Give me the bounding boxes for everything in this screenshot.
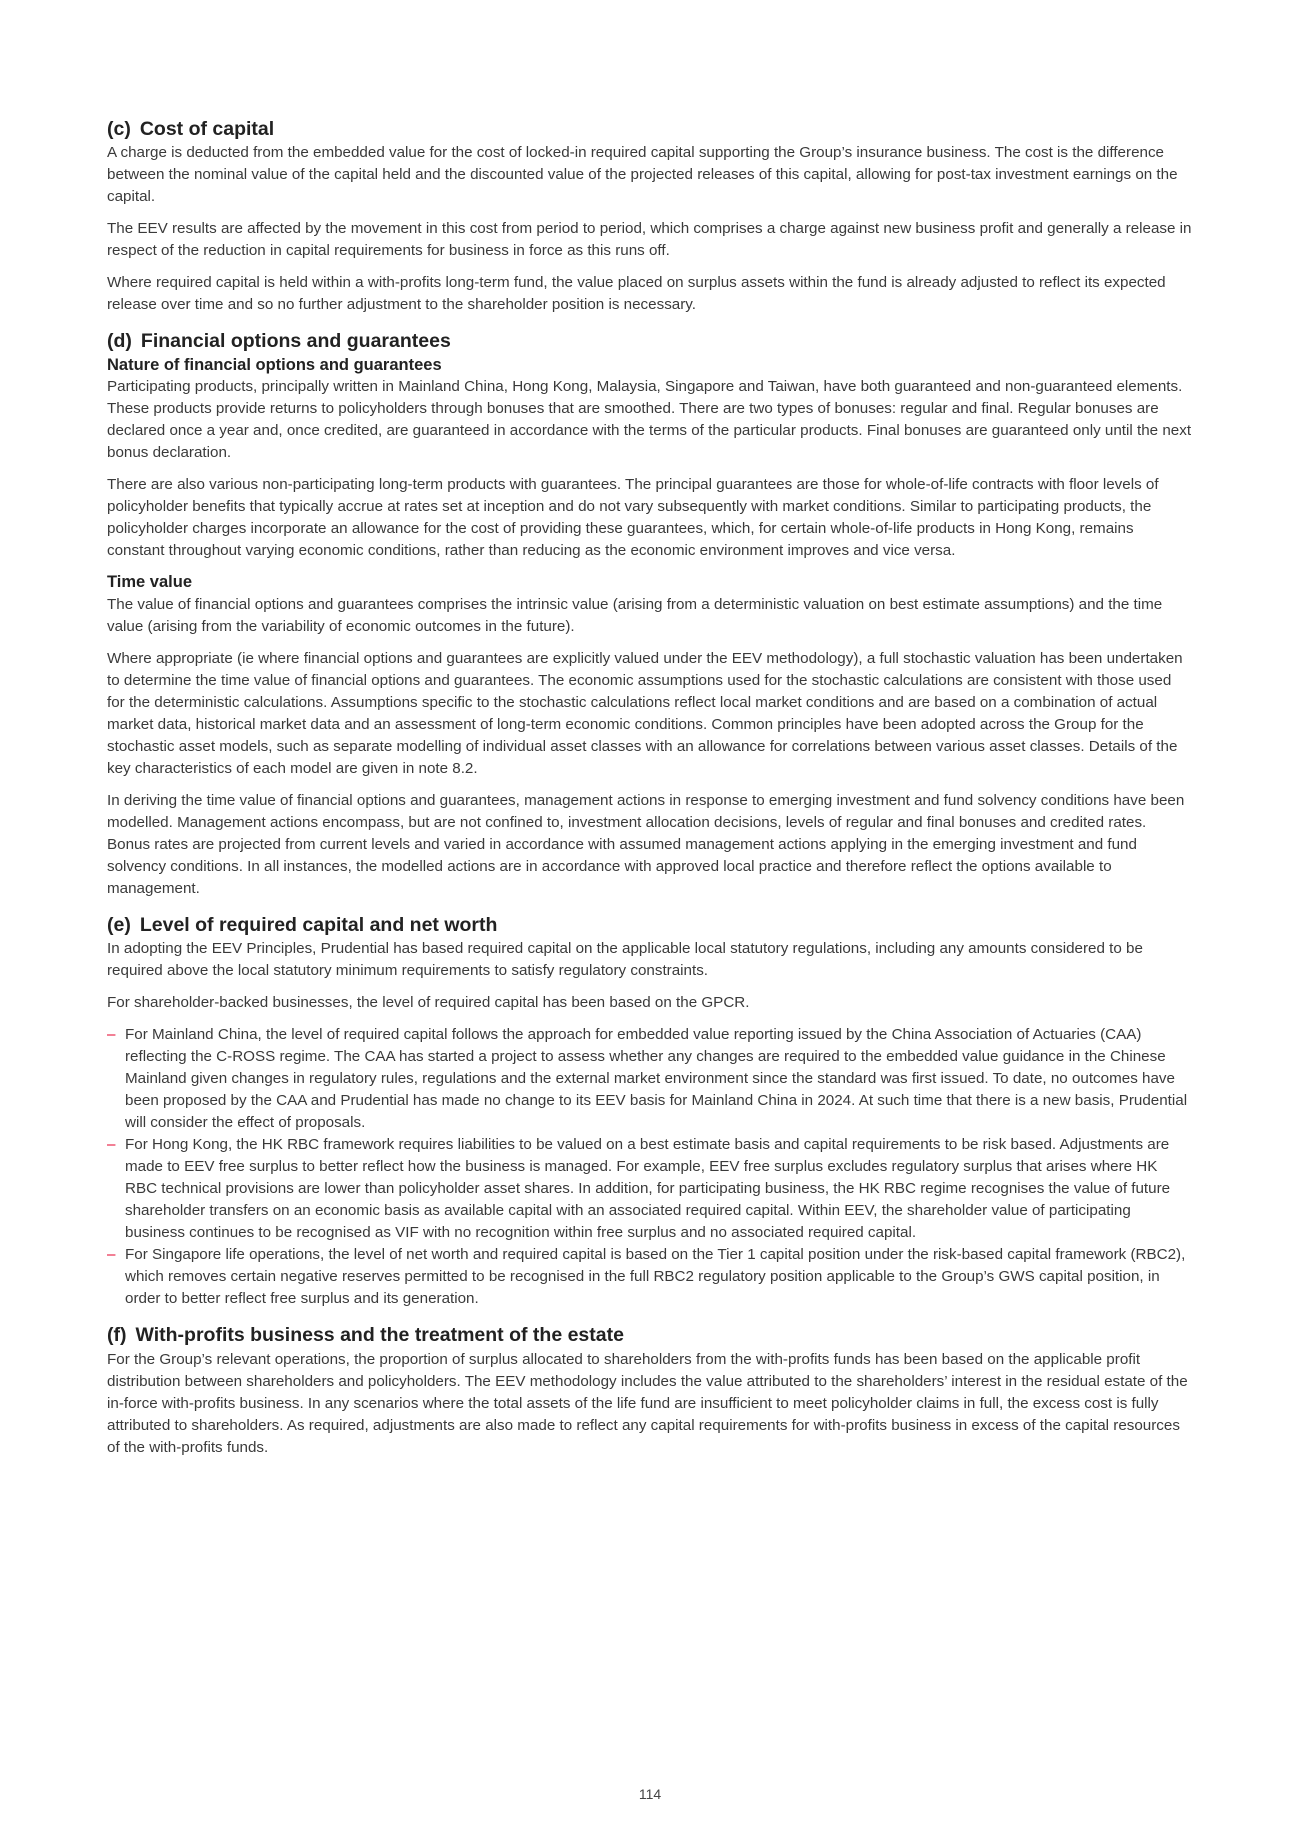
section-title: Financial options and guarantees (140, 330, 451, 353)
section-with-profits (107, 1324, 1192, 1458)
section-title: Level of required capital and net worth (139, 913, 498, 936)
list-item-text: For Hong Kong, the HK RBC framework requires liabilities to be valued on a best estimate basis and capital requirements to be risk based. Adjustments are made to EEV free surplus to better reflect how the business is managed. For example, EEV free surplus excludes regulatory surplus that arises where HK RBC technical provisions are lower than policyholder asset shares. In addition, for participating business, the HK RBC regime recognises the value of future shareholder transfers on an economic basis as available capital with an associated required capital. Within EEV, the shareholder value of participating business continues to be recognised as VIF with no recognition within free surplus and no associated required capital. (125, 1136, 1171, 1242)
list-item (107, 1134, 1192, 1244)
paragraph: Participating products, principally written in Mainland China, Hong Kong, Malaysia, Singapore and Taiwan, have both guaranteed and non-guaranteed elements. These products provide returns to policyholders through bonuses that are smoothed. There are two types of bonuses: regular and final. Regular bonuses are declared once a year and, once credited, are guaranteed in accordance with the terms of the particular products. Final bonuses are guaranteed only until the next bonus declaration. (107, 378, 1192, 462)
dash-bullet-icon: – (107, 1136, 116, 1154)
section-heading-e (107, 914, 1192, 936)
section-required-capital (107, 914, 1192, 1310)
paragraph: For the Group’s relevant operations, the proportion of surplus allocated to shareholders from the with-profits funds has been based on the applicable profit distribution between shareholders and policyholders. The EEV methodology includes the value attributed to the shareholders’ interest in the residual estate of the in-force with-profits business. In any scenarios where the total assets of the life fund are insufficient to meet policyholder claims in full, the excess cost is fully attributed to shareholders. As required, adjustments are also made to reflect any capital requirements for with-profits business in excess of the capital resources of the with-profits funds. (107, 1350, 1188, 1456)
paragraph: There are also various non-participating long-term products with guarantees. The principal guarantees are those for whole-of-life contracts with floor levels of policyholder benefits that typically accrue at rates set at inception and do not vary subsequently with market conditions. Similar to participating products, the policyholder charges incorporate an allowance for the cost of providing these guarantees, which, for certain whole-of-life products in Hong Kong, remains constant throughout varying economic conditions, rather than reducing as the economic environment improves and vice versa. (107, 476, 1159, 560)
list-item-text: For Singapore life operations, the level of net worth and required capital is based on the Tier 1 capital position under the risk-based capital framework (RBC2), which removes certain negative reserves permitted to be recognised in the full RBC2 regulatory position applicable to the Group’s GWS capital position, in order to better reflect free surplus and its generation. (125, 1246, 1186, 1308)
dash-bullet-icon: – (107, 1026, 116, 1044)
section-letter: (e) (107, 913, 131, 936)
section-cost-of-capital (107, 118, 1192, 316)
list-item-text: For Mainland China, the level of required capital follows the approach for embedded value reporting issued by the China Association of Actuaries (CAA) reflecting the C-ROSS regime. The CAA has started a project to assess whether any changes are required to the embedded value guidance in the Chinese Mainland given changes in regulatory rules, regulations and the external market environment since the standard was first issued. To date, no outcomes have been proposed by the CAA and Prudential has made no change to its EEV basis for Mainland China in 2024. At such time that there is a new basis, Prudential will consider the effect of proposals. (125, 1026, 1188, 1132)
section-title: With-profits business and the treatment of the estate (135, 1324, 624, 1347)
section-letter: (f) (107, 1324, 127, 1347)
section-letter: (c) (107, 118, 131, 140)
list-item (107, 1244, 1192, 1310)
paragraph: In adopting the EEV Principles, Prudential has based required capital on the applicable local statutory regulations, including any amounts considered to be required above the local statutory minimum requirements to satisfy regulatory constraints. (107, 940, 1143, 980)
section-heading-d (107, 330, 1192, 352)
section-heading-f (107, 1324, 1192, 1346)
bullet-list (107, 1024, 1192, 1310)
paragraph: A charge is deducted from the embedded value for the cost of locked-in required capital supporting the Group’s insurance business. The cost is the difference between the nominal value of the capital held and the discounted value of the projected releases of this capital, allowing for post-tax investment earnings on the capital. (107, 144, 1178, 206)
subsection-heading-time-value: Time value (107, 573, 192, 592)
paragraph: Where required capital is held within a with-profits long-term fund, the value placed on surplus assets within the fund is already adjusted to reflect its expected release over time and so no further adjustment to the shareholder position is necessary. (107, 274, 1166, 314)
paragraph: The EEV results are affected by the movement in this cost from period to period, which comprises a charge against new business profit and generally a release in respect of the reduction in capital requirements for business in force as this runs off. (107, 220, 1192, 260)
page-number: 114 (638, 1786, 662, 1802)
paragraph: Where appropriate (ie where financial options and guarantees are explicitly valued under the EEV methodology), a full stochastic valuation has been undertaken to determine the time value of financial options and guarantees. The economic assumptions used for the stochastic calculations are consistent with those used for the deterministic calculations. Assumptions specific to the stochastic calculations reflect local market conditions and are based on a combination of actual market data, historical market data and an assessment of long-term economic conditions. Common principles have been adopted across the Group for the stochastic asset models, such as separate modelling of individual asset classes with an allowance for correlations between various asset classes. Details of the key characteristics of each model are given in note 8.2. (107, 649, 1183, 777)
document-page (107, 118, 1192, 1473)
list-item (107, 1024, 1192, 1134)
section-financial-options (107, 330, 1192, 899)
paragraph: For shareholder-backed businesses, the level of required capital has been based on the GPCR. (107, 994, 750, 1012)
section-letter: (d) (107, 330, 132, 353)
dash-bullet-icon: – (107, 1246, 116, 1264)
paragraph: The value of financial options and guarantees comprises the intrinsic value (arising from a deterministic valuation on best estimate assumptions) and the time value (arising from the variability of economic outcomes in the future). (107, 595, 1163, 635)
paragraph: In deriving the time value of financial options and guarantees, management actions in response to emerging investment and fund solvency conditions have been modelled. Management actions encompass, but are not confined to, investment allocation decisions, levels of regular and final bonuses and credited rates. Bonus rates are projected from current levels and varied in accordance with assumed management actions applying in the emerging investment and fund solvency conditions. In all instances, the modelled actions are in accordance with approved local practice and therefore reflect the options available to management. (107, 791, 1185, 897)
section-heading-c (107, 118, 1192, 140)
subsection-heading-nature: Nature of financial options and guarantees (107, 355, 442, 374)
section-title: Cost of capital (139, 118, 275, 140)
